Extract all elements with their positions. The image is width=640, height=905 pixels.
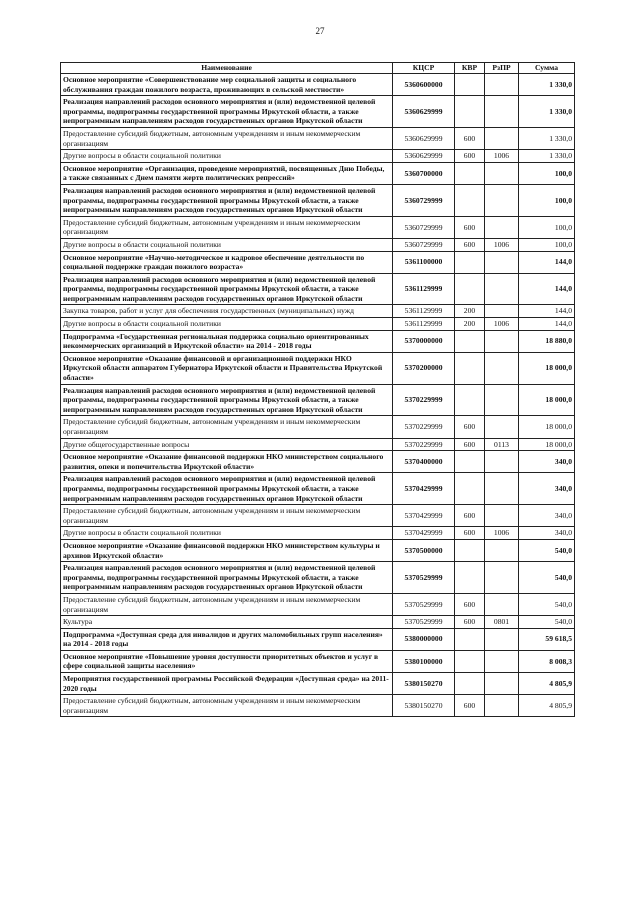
row-code-cell: 5380150270 xyxy=(393,673,455,695)
header-name: Наименование xyxy=(61,63,393,74)
row-sum-cell: 340,0 xyxy=(519,451,575,473)
row-name-cell: Реализация направлений расходов основного мероприятия и (или) ведомственной целевой программы, подпрограммы государственной программы Иркутской области, а также непрограммным направлениям расходов государственных органов Иркутской области xyxy=(61,184,393,216)
row-name-cell: Предоставление субсидий бюджетным, автономным учреждениям и иным некоммерческим организациям xyxy=(61,593,393,615)
page-number: 27 xyxy=(315,26,325,36)
row-rzpr-cell xyxy=(485,473,519,505)
table-row xyxy=(61,305,575,318)
row-name-cell: Другие общегосударственные вопросы xyxy=(61,438,393,451)
row-code-cell: 5370429999 xyxy=(393,527,455,540)
table-row xyxy=(61,438,575,451)
row-kvr-cell xyxy=(455,184,485,216)
row-name-cell: Основное мероприятие «Научно-методическое и кадровое обеспечение деятельности по социальной поддержке граждан пожилого возраста» xyxy=(61,251,393,273)
row-name-cell: Мероприятия государственной программы Российской Федерации «Доступная среда» на 2011-2020 годы xyxy=(61,673,393,695)
table-row xyxy=(61,695,575,717)
row-kvr-cell xyxy=(455,628,485,650)
row-rzpr-cell xyxy=(485,96,519,128)
table-row xyxy=(61,416,575,438)
row-name-cell: Основное мероприятие «Повышение уровня доступности приоритетных объектов и услуг в сфере социальной защиты населения» xyxy=(61,650,393,672)
header-kvr: КВР xyxy=(455,63,485,74)
row-rzpr-cell xyxy=(485,330,519,352)
row-name-cell: Предоставление субсидий бюджетным, автономным учреждениям и иным некоммерческим организациям xyxy=(61,127,393,149)
row-kvr-cell: 600 xyxy=(455,695,485,717)
table-row xyxy=(61,673,575,695)
row-sum-cell: 540,0 xyxy=(519,616,575,629)
row-kvr-cell: 600 xyxy=(455,616,485,629)
row-kvr-cell xyxy=(455,273,485,305)
row-code-cell: 5380150270 xyxy=(393,695,455,717)
table-row xyxy=(61,273,575,305)
table-row xyxy=(61,127,575,149)
table-row xyxy=(61,650,575,672)
row-code-cell: 5360629999 xyxy=(393,150,455,163)
row-rzpr-cell: 1006 xyxy=(485,238,519,251)
table-row xyxy=(61,238,575,251)
row-kvr-cell xyxy=(455,330,485,352)
row-name-cell: Предоставление субсидий бюджетным, автономным учреждениям и иным некоммерческим организациям xyxy=(61,695,393,717)
table-row xyxy=(61,539,575,561)
row-rzpr-cell xyxy=(485,562,519,594)
row-sum-cell: 144,0 xyxy=(519,273,575,305)
row-code-cell: 5370000000 xyxy=(393,330,455,352)
row-rzpr-cell xyxy=(485,352,519,384)
row-code-cell: 5380000000 xyxy=(393,628,455,650)
table-row xyxy=(61,562,575,594)
row-sum-cell: 100,0 xyxy=(519,162,575,184)
row-kvr-cell xyxy=(455,562,485,594)
row-kvr-cell xyxy=(455,384,485,416)
row-sum-cell: 1 330,0 xyxy=(519,150,575,163)
row-sum-cell: 1 330,0 xyxy=(519,96,575,128)
row-rzpr-cell xyxy=(485,505,519,527)
row-sum-cell: 1 330,0 xyxy=(519,74,575,96)
table-row xyxy=(61,330,575,352)
row-kvr-cell xyxy=(455,352,485,384)
table-row xyxy=(61,162,575,184)
row-code-cell: 5370229999 xyxy=(393,438,455,451)
row-kvr-cell xyxy=(455,96,485,128)
row-code-cell: 5370229999 xyxy=(393,384,455,416)
row-sum-cell: 59 618,5 xyxy=(519,628,575,650)
row-rzpr-cell xyxy=(485,273,519,305)
row-rzpr-cell: 0801 xyxy=(485,616,519,629)
row-kvr-cell: 200 xyxy=(455,318,485,331)
row-name-cell: Основное мероприятие «Оказание финансовой поддержки НКО министерством социального развития, опеки и попечительства Иркутской области» xyxy=(61,451,393,473)
row-code-cell: 5370400000 xyxy=(393,451,455,473)
row-kvr-cell xyxy=(455,451,485,473)
row-kvr-cell: 600 xyxy=(455,150,485,163)
row-kvr-cell: 600 xyxy=(455,127,485,149)
row-name-cell: Реализация направлений расходов основного мероприятия и (или) ведомственной целевой программы, подпрограммы государственной программы Иркутской области, а также непрограммным направлениям расходов государственных органов Иркутской области xyxy=(61,562,393,594)
row-rzpr-cell xyxy=(485,451,519,473)
row-kvr-cell: 600 xyxy=(455,216,485,238)
table-row xyxy=(61,384,575,416)
row-kvr-cell xyxy=(455,251,485,273)
row-name-cell: Основное мероприятие «Оказание финансовой поддержки НКО министерством культуры и архивов Иркутской области» xyxy=(61,539,393,561)
row-rzpr-cell xyxy=(485,673,519,695)
table-row xyxy=(61,96,575,128)
row-code-cell: 5370429999 xyxy=(393,505,455,527)
row-name-cell: Другие вопросы в области социальной политики xyxy=(61,150,393,163)
row-name-cell: Другие вопросы в области социальной политики xyxy=(61,527,393,540)
table-row xyxy=(61,352,575,384)
row-name-cell: Реализация направлений расходов основного мероприятия и (или) ведомственной целевой программы, подпрограммы государственной программы Иркутской области, а также непрограммным направлениям расходов государственных органов Иркутской области xyxy=(61,273,393,305)
row-rzpr-cell xyxy=(485,539,519,561)
row-sum-cell: 100,0 xyxy=(519,216,575,238)
row-rzpr-cell xyxy=(485,216,519,238)
row-sum-cell: 18 000,0 xyxy=(519,438,575,451)
row-code-cell: 5360629999 xyxy=(393,96,455,128)
header-kcsr: КЦСР xyxy=(393,63,455,74)
table-row xyxy=(61,505,575,527)
row-rzpr-cell xyxy=(485,416,519,438)
row-name-cell: Основное мероприятие «Оказание финансовой и организационной поддержки НКО Иркутской области аппаратом Губернатора Иркутской области и Правительства Иркутской области» xyxy=(61,352,393,384)
row-kvr-cell xyxy=(455,473,485,505)
row-rzpr-cell: 0113 xyxy=(485,438,519,451)
table-row xyxy=(61,251,575,273)
row-rzpr-cell xyxy=(485,162,519,184)
table-row xyxy=(61,150,575,163)
row-name-cell: Реализация направлений расходов основного мероприятия и (или) ведомственной целевой программы, подпрограммы государственной программы Иркутской области, а также непрограммным направлениям расходов государственных органов Иркутской области xyxy=(61,473,393,505)
row-rzpr-cell xyxy=(485,127,519,149)
row-sum-cell: 144,0 xyxy=(519,251,575,273)
row-kvr-cell: 600 xyxy=(455,527,485,540)
row-code-cell: 5361100000 xyxy=(393,251,455,273)
row-code-cell: 5370429999 xyxy=(393,473,455,505)
table-body xyxy=(61,74,575,717)
row-name-cell: Предоставление субсидий бюджетным, автономным учреждениям и иным некоммерческим организациям xyxy=(61,416,393,438)
table-row xyxy=(61,616,575,629)
row-sum-cell: 18 880,0 xyxy=(519,330,575,352)
row-rzpr-cell xyxy=(485,650,519,672)
row-rzpr-cell xyxy=(485,305,519,318)
row-sum-cell: 8 008,3 xyxy=(519,650,575,672)
row-code-cell: 5361129999 xyxy=(393,318,455,331)
row-kvr-cell: 600 xyxy=(455,438,485,451)
row-sum-cell: 100,0 xyxy=(519,238,575,251)
row-sum-cell: 18 000,0 xyxy=(519,384,575,416)
row-kvr-cell: 600 xyxy=(455,238,485,251)
row-name-cell: Реализация направлений расходов основного мероприятия и (или) ведомственной целевой программы, подпрограммы государственной программы Иркутской области, а также непрограммным направлениям расходов государственных органов Иркутской области xyxy=(61,384,393,416)
row-name-cell: Предоставление субсидий бюджетным, автономным учреждениям и иным некоммерческим организациям xyxy=(61,505,393,527)
row-name-cell: Основное мероприятие «Совершенствование мер социальной защиты и социального обслуживания граждан пожилого возраста, проживающих в сельской местности» xyxy=(61,74,393,96)
header-rzpr: РзПР xyxy=(485,63,519,74)
row-code-cell: 5370200000 xyxy=(393,352,455,384)
row-name-cell: Основное мероприятие «Организация, проведение мероприятий, посвященных Дню Победы, а также связанных с Днем памяти жертв политических репрессий» xyxy=(61,162,393,184)
row-rzpr-cell xyxy=(485,251,519,273)
row-code-cell: 5360729999 xyxy=(393,216,455,238)
row-code-cell: 5361129999 xyxy=(393,305,455,318)
row-sum-cell: 100,0 xyxy=(519,184,575,216)
row-rzpr-cell xyxy=(485,184,519,216)
table-row xyxy=(61,216,575,238)
row-name-cell: Культура xyxy=(61,616,393,629)
table-row xyxy=(61,184,575,216)
row-rzpr-cell xyxy=(485,695,519,717)
row-sum-cell: 540,0 xyxy=(519,539,575,561)
row-name-cell: Закупка товаров, работ и услуг для обеспечения государственных (муниципальных) нужд xyxy=(61,305,393,318)
row-code-cell: 5370529999 xyxy=(393,616,455,629)
row-sum-cell: 340,0 xyxy=(519,473,575,505)
row-sum-cell: 4 805,9 xyxy=(519,673,575,695)
row-name-cell: Предоставление субсидий бюджетным, автономным учреждениям и иным некоммерческим организациям xyxy=(61,216,393,238)
row-rzpr-cell xyxy=(485,384,519,416)
row-rzpr-cell xyxy=(485,74,519,96)
row-code-cell: 5370229999 xyxy=(393,416,455,438)
row-sum-cell: 1 330,0 xyxy=(519,127,575,149)
row-code-cell: 5370529999 xyxy=(393,593,455,615)
row-kvr-cell xyxy=(455,162,485,184)
row-kvr-cell xyxy=(455,650,485,672)
table-row xyxy=(61,593,575,615)
row-sum-cell: 540,0 xyxy=(519,562,575,594)
row-rzpr-cell xyxy=(485,628,519,650)
row-sum-cell: 340,0 xyxy=(519,505,575,527)
header-sum: Сумма xyxy=(519,63,575,74)
table-row xyxy=(61,318,575,331)
table-row xyxy=(61,74,575,96)
row-rzpr-cell: 1006 xyxy=(485,150,519,163)
table-row xyxy=(61,473,575,505)
row-sum-cell: 144,0 xyxy=(519,305,575,318)
row-code-cell: 5360700000 xyxy=(393,162,455,184)
row-sum-cell: 18 000,0 xyxy=(519,352,575,384)
row-kvr-cell: 600 xyxy=(455,505,485,527)
row-kvr-cell: 600 xyxy=(455,416,485,438)
budget-table xyxy=(60,62,575,717)
row-name-cell: Подпрограмма «Государственная региональная поддержка социально ориентированных некоммерческих организаций в Иркутской области» на 2014 - 2018 годы xyxy=(61,330,393,352)
row-name-cell: Другие вопросы в области социальной политики xyxy=(61,318,393,331)
row-rzpr-cell xyxy=(485,593,519,615)
row-sum-cell: 18 000,0 xyxy=(519,416,575,438)
table-row xyxy=(61,628,575,650)
row-sum-cell: 340,0 xyxy=(519,527,575,540)
row-code-cell: 5360629999 xyxy=(393,127,455,149)
row-code-cell: 5361129999 xyxy=(393,273,455,305)
row-kvr-cell xyxy=(455,673,485,695)
row-code-cell: 5370500000 xyxy=(393,539,455,561)
row-name-cell: Реализация направлений расходов основного мероприятия и (или) ведомственной целевой программы, подпрограммы государственной программы Иркутской области, а также непрограммным направлениям расходов государственных органов Иркутской области xyxy=(61,96,393,128)
row-code-cell: 5370529999 xyxy=(393,562,455,594)
row-rzpr-cell: 1006 xyxy=(485,318,519,331)
table-row xyxy=(61,527,575,540)
table-header-row xyxy=(61,63,575,74)
row-sum-cell: 540,0 xyxy=(519,593,575,615)
row-kvr-cell: 200 xyxy=(455,305,485,318)
row-kvr-cell xyxy=(455,539,485,561)
row-name-cell: Подпрограмма «Доступная среда для инвалидов и других маломобильных групп населения» на 2014 - 2018 годы xyxy=(61,628,393,650)
row-code-cell: 5380100000 xyxy=(393,650,455,672)
row-kvr-cell: 600 xyxy=(455,593,485,615)
row-kvr-cell xyxy=(455,74,485,96)
row-sum-cell: 144,0 xyxy=(519,318,575,331)
row-name-cell: Другие вопросы в области социальной политики xyxy=(61,238,393,251)
row-rzpr-cell: 1006 xyxy=(485,527,519,540)
row-code-cell: 5360729999 xyxy=(393,184,455,216)
row-sum-cell: 4 805,9 xyxy=(519,695,575,717)
row-code-cell: 5360600000 xyxy=(393,74,455,96)
row-code-cell: 5360729999 xyxy=(393,238,455,251)
table-row xyxy=(61,451,575,473)
